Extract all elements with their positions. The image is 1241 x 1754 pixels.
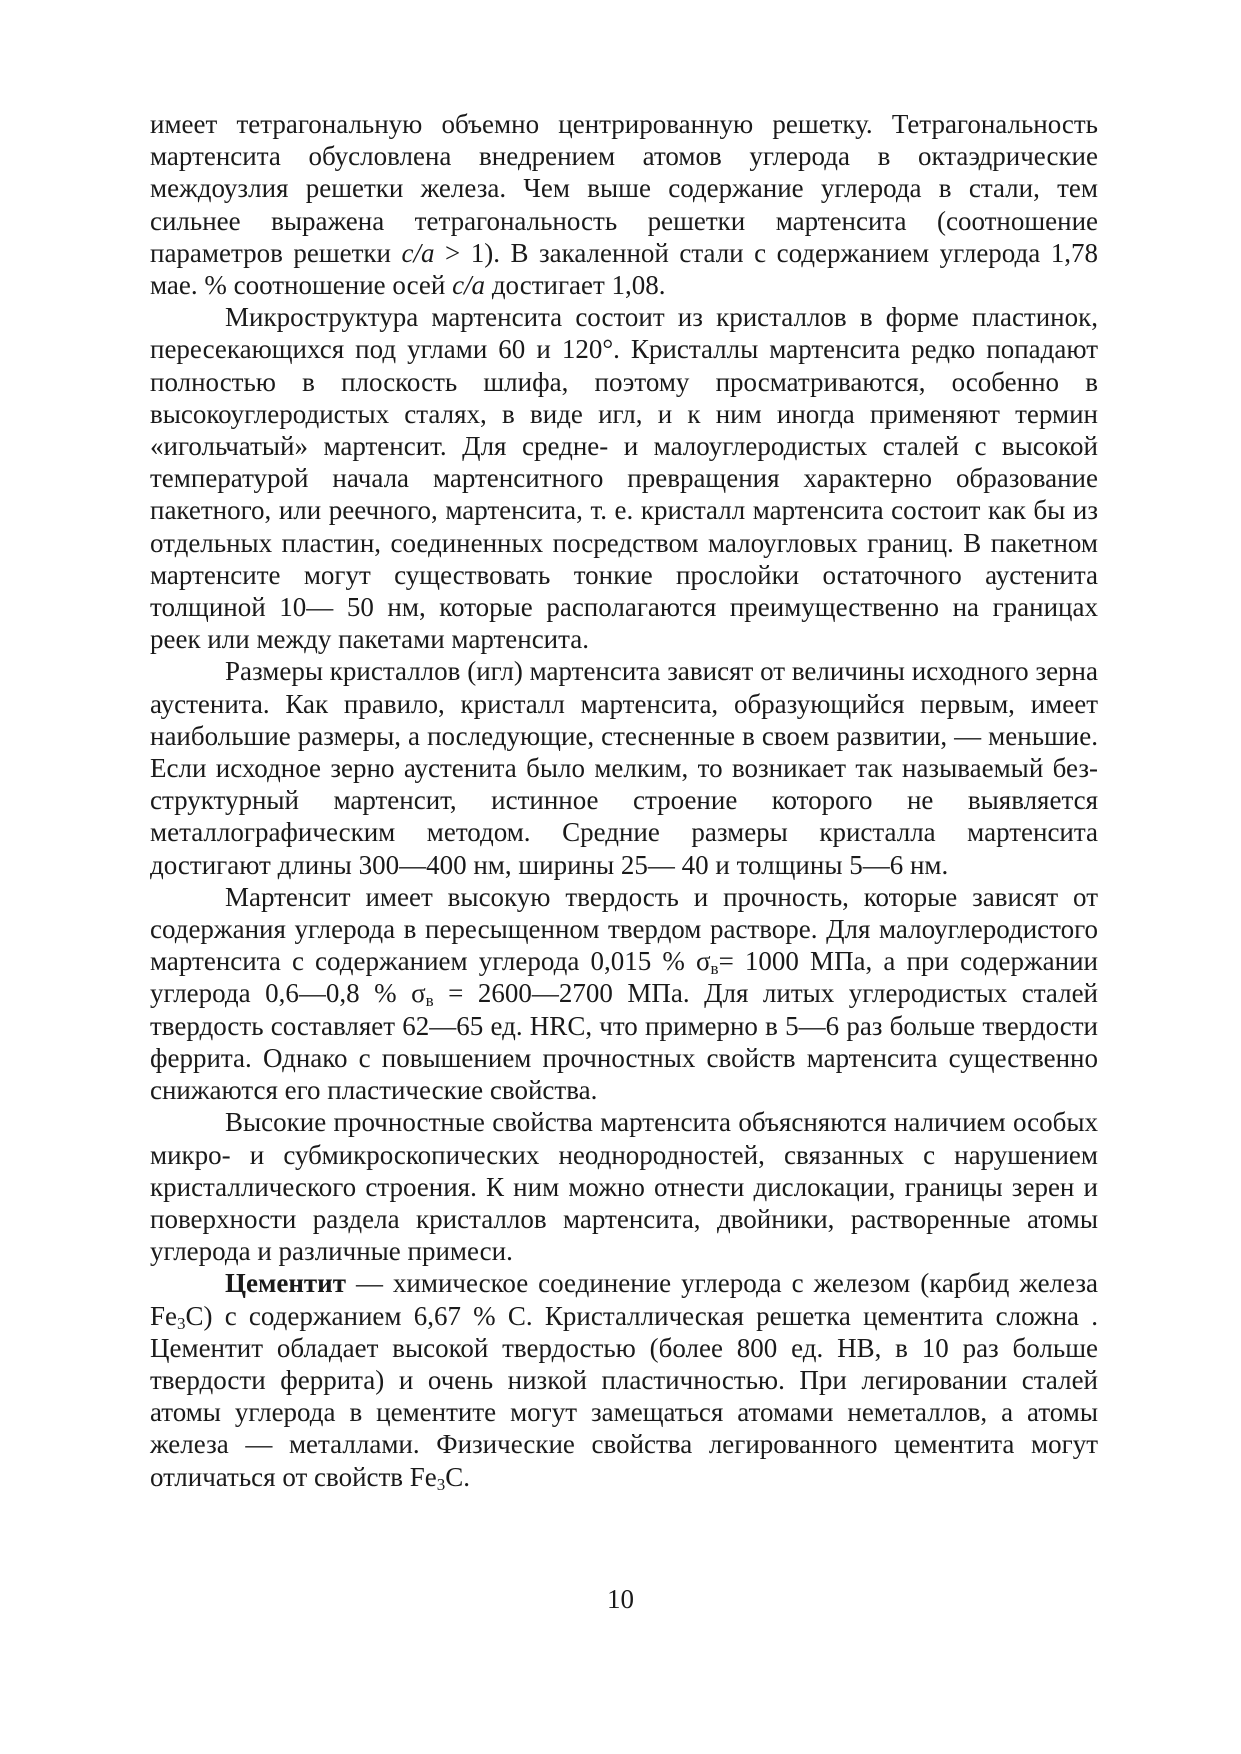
text-run: — химическое соединение углерода с железом (карбид железа Fe	[150, 1268, 1098, 1331]
text-run: = 1000 МПа, а при содержании углерода 0,6—0,8 % σ	[150, 946, 1098, 1009]
paragraph-hardness	[150, 881, 1098, 1106]
ratio-ca: c/a	[452, 270, 486, 301]
text-run: > 1). В закаленной стали с содержанием углерода 1,78 мае. % соотношение осей	[150, 237, 1098, 301]
paragraph-cementite	[150, 1267, 1098, 1492]
page-number: 10	[607, 1584, 634, 1614]
subscript: 3	[436, 1474, 446, 1494]
text-run: C) с содержанием 6,67 % С. Кристаллическая решетка цементита сложна . Цементит обладает высокой твердостью (более 800 ед. НВ, в 10 раз больше твердости феррита) и очень низкой пластичностью. При легировании сталей атомы углерода в цементите могут замещаться атомами неметаллов, а атомы железа — металлами. Физические свойства легированного цементита могут отличаться от свойств Fe	[150, 1300, 1098, 1492]
paragraph-strength: Высокие прочностные свойства мартенсита объясняются наличием особых микро- и субмикроскопических неоднородностей, связанных с нарушением кристаллического строения. К ним можно отнести дислокации, границы зерен и поверхности раздела кристаллов мартенсита, двойники, растворенные атомы углерода и различные примеси.	[150, 1107, 1098, 1267]
paragraph-tetragonality	[150, 108, 1098, 301]
text-run: C.	[445, 1461, 471, 1492]
paragraph-crystal-size: Размеры кристаллов (игл) мартенсита зависят от величины исходного зерна аустенита. Как правило, кристалл мартенсита, образующийся первым, имеет наибольшие размеры, а последующие, стесненные в своем развитии, — меньшие. Если исходное зерно аустенита было мелким, то возникает так называемый без-структурный мартенсит, истинное строение которого не выявляется металлографическим методом. Средние размеры кристалла мартенсита достигают длины 300—400 нм, ширины 25— 40 и толщины 5—6 нм.	[150, 656, 1098, 880]
subscript: в	[425, 991, 434, 1011]
text-run: Мартенсит имеет высокую твердость и прочность, которые зависят от содержания углерода в пересыщенном твердом растворе. Для малоуглеродистого мартенсита с содержанием углерода 0,015 % σ	[150, 881, 1098, 977]
subscript: в	[710, 959, 719, 979]
page-body	[150, 108, 1098, 1493]
text-run: достигает 1,08.	[485, 270, 666, 301]
subscript: 3	[177, 1313, 186, 1333]
text-run: = 2600—2700 МПа. Для литых углеродистых сталей твердость составляет 62—65 ед. HRC, что примерно в 5—6 раз больше твердости феррита. Однако с повышением прочностных свойств мартенсита существенно снижаются его пластические свойства.	[150, 978, 1099, 1106]
term-cementite: Цементит	[225, 1268, 346, 1299]
ratio-ca: c/a	[401, 237, 435, 268]
paragraph-microstructure: Микроструктура мартенсита состоит из кристаллов в форме пластинок, пересекающихся под углами 60 и 120°. Кристаллы мартенсита редко попадают полностью в плоскость шлифа, поэтому просматриваются, особенно в высокоуглеродистых сталях, в виде игл, и к ним иногда применяют термин «игольчатый» мартенсит. Для средне- и малоуглеродистых сталей с высокой температурой начала мартенситного превращения характерно образование пакетного, или реечного, мартенсита, т. е. кристалл мартенсита состоит как бы из отдельных пластин, соединенных посредством малоугловых границ. В пакетном мартенсите могут существовать тонкие прослойки остаточного аустенита толщиной 10— 50 нм, которые располагаются преимущественно на границах реек или между пакетами мартенсита.	[150, 302, 1098, 655]
text-run: имеет тетрагональную объемно центрированную решетку. Тетрагональность мартенсита обусловлена внедрением атомов углерода в октаэдрические междоузлия решетки железа. Чем выше содержание углерода в стали, тем сильнее выражена тетрагональность решетки мартенсита (соотношение параметров решетки	[150, 109, 1098, 268]
